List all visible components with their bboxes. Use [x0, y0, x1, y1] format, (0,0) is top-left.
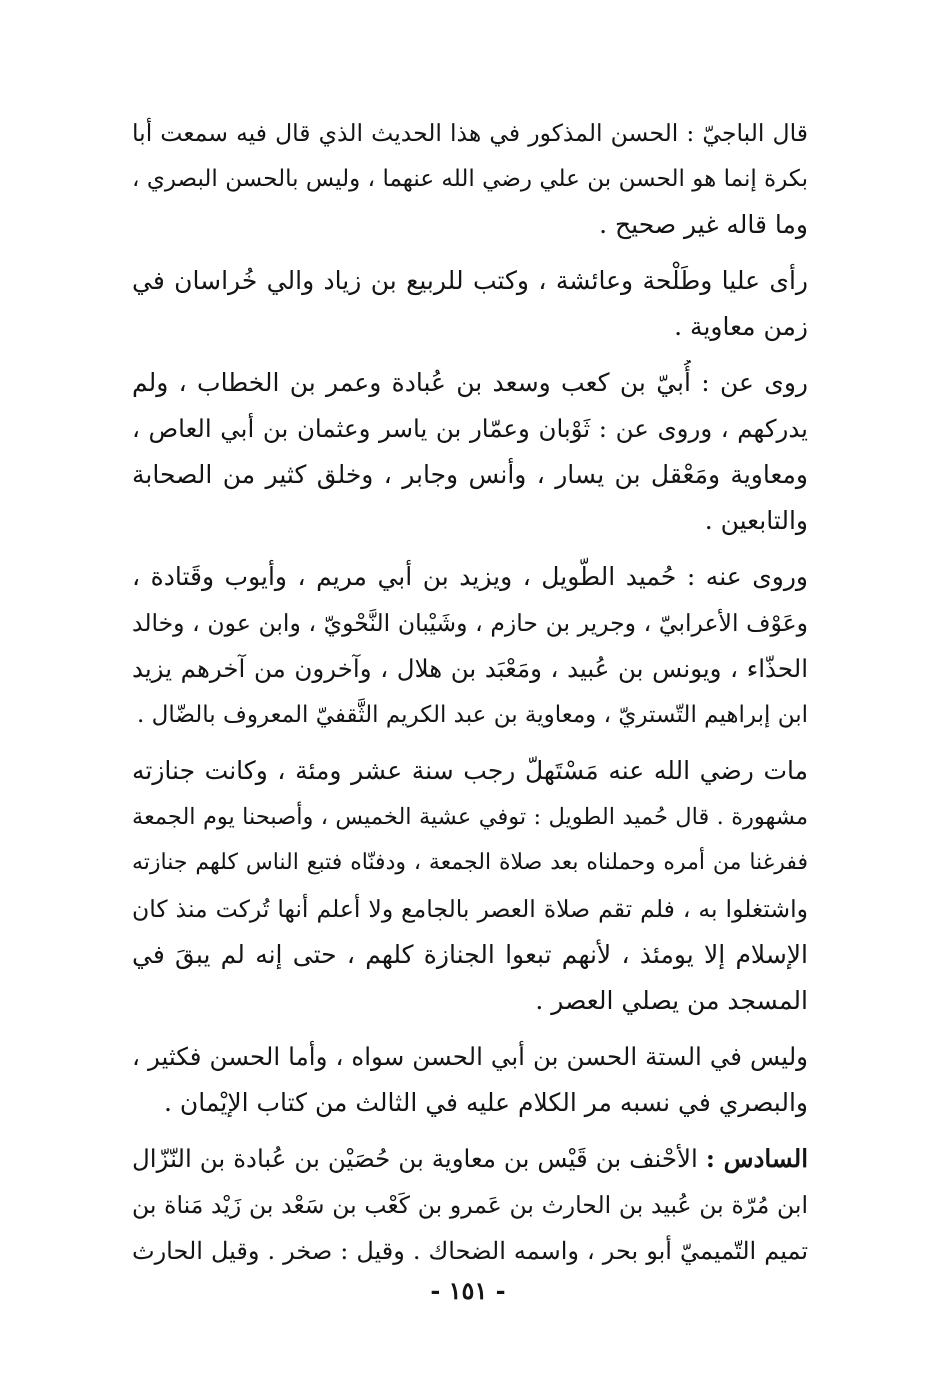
text-line: زمن معاوية . [674, 312, 808, 341]
text-line: وليس في الستة الحسن بن أبي الحسن سواه ، وأما الحسن فكثير ، [132, 1042, 808, 1071]
text-line: وعَوْف الأعرابيّ ، وجرير بن حازم ، وشَيْبان النَّحْويّ ، وابن عون ، وخالد [132, 609, 808, 637]
text-line: ابن مُرّة بن عُبيد بن الحارث بن عَمرو بن كَعْب بن سَعْد بن زَيْد مَناة بن [132, 1191, 808, 1219]
text-line: واشتغلوا به ، فلم تقم صلاة العصر بالجامع ولا أعلم أنها تُركت منذ كان [132, 895, 808, 923]
text-line: قال الباجيّ : الحسن المذكور في هذا الحديث الذي قال فيه سمعت أبا [132, 119, 808, 147]
paragraph-saw [132, 258, 808, 350]
text-line: ففرغنا من أمره وحملناه بعد صلاة الجمعة ، ودفنّاه فتبع الناس كلهم جنازته [132, 850, 808, 875]
text-line: والتابعين . [704, 506, 808, 535]
text-line: الحذّاء ، ويونس بن عُبيد ، ومَعْبَد بن هلال ، وآخرون من آخرهم يزيد [132, 654, 808, 683]
text-line: بكرة إنما هو الحسن بن علي رضي الله عنهما ، وليس بالحسن البصري ، [132, 166, 808, 192]
page-number: - ١٥١ - [430, 1276, 506, 1305]
paragraph-narrated-from [132, 360, 808, 544]
text-segment: الأحْنف بن قَيْس بن معاوية بن حُصَيْن بن عُبادة بن النّزّال [132, 1144, 706, 1173]
text-line: مات رضي الله عنه مَسْتَهلّ رجب سنة عشر ومئة ، وكانت جنازته [132, 756, 808, 785]
text-line: تميم التّميميّ أبو بحر ، واسمه الضحاك . وقيل : صخر . وقيل الحارث [132, 1237, 808, 1265]
page-body [132, 110, 808, 1284]
paragraph-baji [132, 110, 808, 248]
paragraph-six-books [132, 1034, 808, 1126]
text-line: ابن إبراهيم التّستريّ ، ومعاوية بن عبد الكريم الثَّقفيّ المعروف بالضّال . [137, 702, 808, 728]
text-line: المسجد من يصلي العصر . [535, 986, 808, 1015]
text-line: يدركهم ، وروى عن : ثَوْبان وعمّار بن ياسر وعثمان بن أبي العاص ، [132, 414, 808, 443]
text-line: مشهورة . قال حُميد الطويل : توفي عشية الخميس ، وأصبحنا يوم الجمعة [132, 804, 808, 830]
paragraph-death [132, 748, 808, 1024]
text-line: وما قاله غير صحيح . [599, 210, 808, 239]
text-line: والبصري في نسبه مر الكلام عليه في الثالث من كتاب الإيْمان . [164, 1088, 808, 1117]
paragraph-narrated-by [132, 554, 808, 738]
text-line: الإسلام إلا يومئذ ، لأنهم تبعوا الجنازة كلهم ، حتى إنه لم يبقَ في [132, 940, 808, 969]
section-heading: السادس : [705, 1144, 808, 1173]
text-line: رأى عليا وطَلْحة وعائشة ، وكتب للربيع بن زياد والي خُراسان في [132, 266, 808, 295]
text-line: ومعاوية ومَعْقل بن يسار ، وأنس وجابر ، وخلق كثير من الصحابة [132, 460, 808, 489]
text-line: روى عن : أُبيّ بن كعب وسعد بن عُبادة وعمر بن الخطاب ، ولم [132, 368, 808, 397]
text-line: وروى عنه : حُميد الطّويل ، ويزيد بن أبي مريم ، وأيوب وقَتادة ، [132, 562, 808, 591]
text-line [132, 1136, 808, 1182]
paragraph-sixth [132, 1136, 808, 1274]
